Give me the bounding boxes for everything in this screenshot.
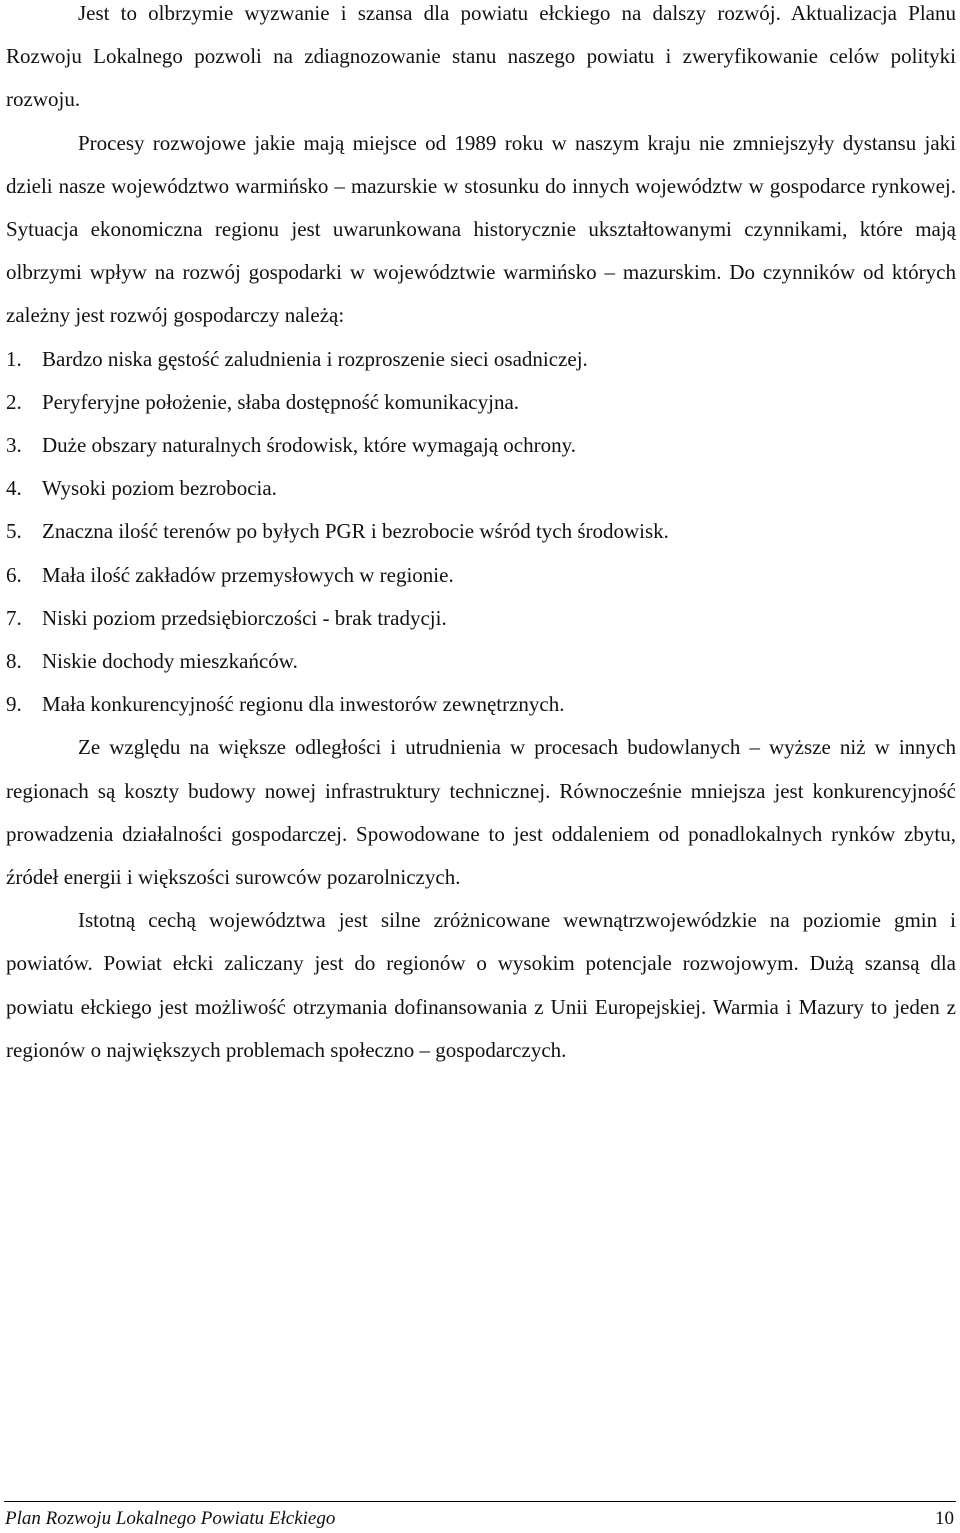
list-item-number: 1. (6, 346, 22, 371)
list-item (6, 640, 956, 683)
footer-page-number: 10 (935, 1508, 954, 1529)
list-item-number: 7. (6, 605, 22, 630)
document-page (6, 0, 956, 1072)
list-item-number: 5. (6, 519, 22, 544)
paragraph-intro-continuation: Jest to olbrzymie wyzwanie i szansa dla powiatu ełckiego na dalszy rozwój. Aktualizacja Planu Rozwoju Lokalnego pozwoli na zdiagnozowanie stanu naszego powiatu i zweryfikowanie celów polityki rozwoju. (6, 1, 956, 112)
list-item (6, 381, 956, 424)
list-item-text: Mała konkurencyjność regionu dla inwestorów zewnętrznych. (42, 692, 565, 717)
list-item-text: Peryferyjne położenie, słaba dostępność komunikacyjna. (42, 389, 520, 414)
list-item (6, 338, 956, 381)
list-item (6, 597, 956, 640)
list-item-text: Niskie dochody mieszkańców. (42, 649, 298, 674)
list-item-text: Mała ilość zakładów przemysłowych w regionie. (42, 562, 454, 587)
footer-document-title: Plan Rozwoju Lokalnego Powiatu Ełckiego (5, 1508, 336, 1529)
list-item (6, 554, 956, 597)
factors-list (6, 338, 956, 727)
list-item (6, 467, 956, 510)
list-item-number: 4. (6, 476, 22, 501)
list-item-text: Duże obszary naturalnych środowisk, które wymagają ochrony. (42, 433, 576, 458)
list-item-text: Niski poziom przedsiębiorczości - brak tradycji. (42, 605, 447, 630)
list-item-number: 3. (6, 433, 22, 458)
paragraph-construction-costs: Ze względu na większe odległości i utrudnienia w procesach budowlanych – wyższe niż w innych regionach są koszty budowy nowej infrastruktury technicznej. Równocześnie mniejsza jest konkurencyjność prowadzenia działalności gospodarczej. Spowodowane to jest oddaleniem od ponadlokalnych rynków zbytu, źródeł energii i większości surowców pozarolniczych. (6, 735, 956, 890)
list-item-text: Wysoki poziom bezrobocia. (42, 476, 277, 501)
list-item-number: 8. (6, 649, 22, 674)
paragraph-regional-differentiation: Istotną cechą województwa jest silne zróżnicowane wewnątrzwojewódzkie na poziomie gmin i powiatów. Powiat ełcki zaliczany jest do regionów o wysokim potencjale rozwojowym. Dużą szansą dla powiatu ełckiego jest możliwość otrzymania dofinansowania z Unii Europejskiej. Warmia i Mazury to jeden z regionów o największych problemach społeczno – gospodarczych. (6, 908, 956, 1062)
list-item (6, 424, 956, 467)
list-item-text: Bardzo niska gęstość zaludnienia i rozproszenie sieci osadniczej. (42, 346, 588, 371)
list-item-number: 6. (6, 562, 22, 587)
footer-divider (4, 1501, 956, 1502)
list-item-number: 9. (6, 692, 22, 717)
list-item (6, 510, 956, 553)
list-item (6, 683, 956, 726)
paragraph-development-processes: Procesy rozwojowe jakie mają miejsce od 1989 roku w naszym kraju nie zmniejszyły dystansu jaki dzieli nasze województwo warmińsko – mazurskie w stosunku do innych województw w gospodarce rynkowej. Sytuacja ekonomiczna regionu jest uwarunkowana historycznie ukształtowanymi czynnikami, które mają olbrzymi wpływ na rozwój gospodarki w województwie warmińsko – mazurskim. Do czynników od których zależny jest rozwój gospodarczy należą: (6, 130, 956, 328)
list-item-number: 2. (6, 389, 22, 414)
list-item-text: Znaczna ilość terenów po byłych PGR i bezrobocie wśród tych środowisk. (42, 519, 669, 544)
